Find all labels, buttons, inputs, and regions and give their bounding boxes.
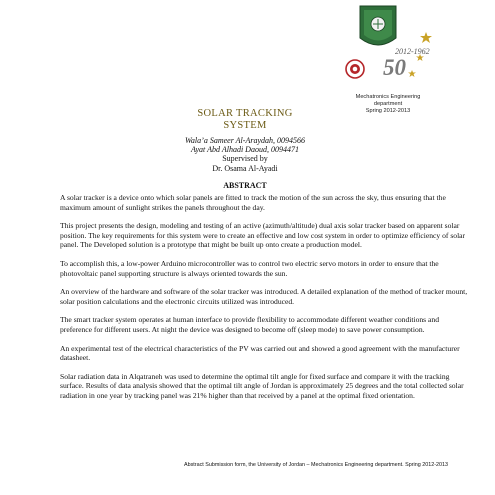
department-name: Mechatronics Engineering xyxy=(355,94,421,100)
abstract-paragraph: An experimental test of the electrical characteristics of the PV was carried out and showed a good agreement with the manufacturer datasheet. xyxy=(60,343,460,363)
svg-text:50: 50 xyxy=(383,55,406,80)
abstract-paragraph: An overview of the hardware and software of the solar tracker was introduced. A detailed explanation of the method of tracker mount, solar position calculations and the electronic circuits utilized was introduced. xyxy=(60,287,468,306)
title-line-2: SYSTEM xyxy=(223,119,267,131)
supervised-label: Supervised by xyxy=(222,154,268,164)
document-title xyxy=(150,108,340,131)
supervisor-name: Dr. Osama Al-Ayadi xyxy=(212,163,278,173)
department-block xyxy=(332,94,444,115)
authors-block xyxy=(140,136,350,173)
author-1: Wala’a Sameer Al-Araydah, 0094566 xyxy=(185,136,305,145)
abstract-paragraph: A solar tracker is a device onto which solar panels are fitted to track the motion of the sun across the sky, thus ensuring that the maximum amount of sunlight strikes the panels throughout the day. xyxy=(60,193,446,212)
title-line-1: SOLAR TRACKING xyxy=(197,108,293,119)
semester: Spring 2012-2013 xyxy=(365,108,411,114)
abstract-heading: ABSTRACT xyxy=(223,181,267,190)
university-logo xyxy=(342,4,442,86)
abstract-paragraph: The smart tracker system operates at human interface to provide flexibility to accommodate different weather conditions and preference for different users. At night the device was designed to become off (sleep mode) to save power consumption. xyxy=(60,315,439,334)
author-2: Ayat Abd Alhadi Daoud, 0094471 xyxy=(191,145,299,155)
abstract-paragraph: To accomplish this, a low-power Arduino microcontroller was to control two electric servo motors in order to ensure that the photovoltaic panel supporting structure is always oriented towards the sun. xyxy=(60,258,439,278)
page-footer: Abstract Submission form, the University of Jordan – Mechatronics Engineering department. Spring 2012-2013 xyxy=(184,462,448,468)
abstract-paragraph: Solar radiation data in Alqatraneh was used to determine the optimal tilt angle for fixed surface and compare it with the tracking surface. Results of data analysis showed that the optimal tilt angle of Jordan is approximately 25 degrees and the total collected solar radiation in one year by tracking panel was 21% higher than that received by a panel at the optimal fixed orientation. xyxy=(60,371,464,400)
department-label: department xyxy=(373,101,403,107)
abstract-paragraph: This project presents the design, modeling and testing of an active (azimuth/altitude) dual axis solar tracker based on apparent solar position. The key requirements for this system were to create an effective and low cost system in order to optimize efficiency of solar panel. The Developed solution is a prototype that might be built up onto create a production model. xyxy=(60,221,466,250)
abstract-body xyxy=(60,193,470,410)
svg-text:2012-1962: 2012-1962 xyxy=(395,47,430,56)
